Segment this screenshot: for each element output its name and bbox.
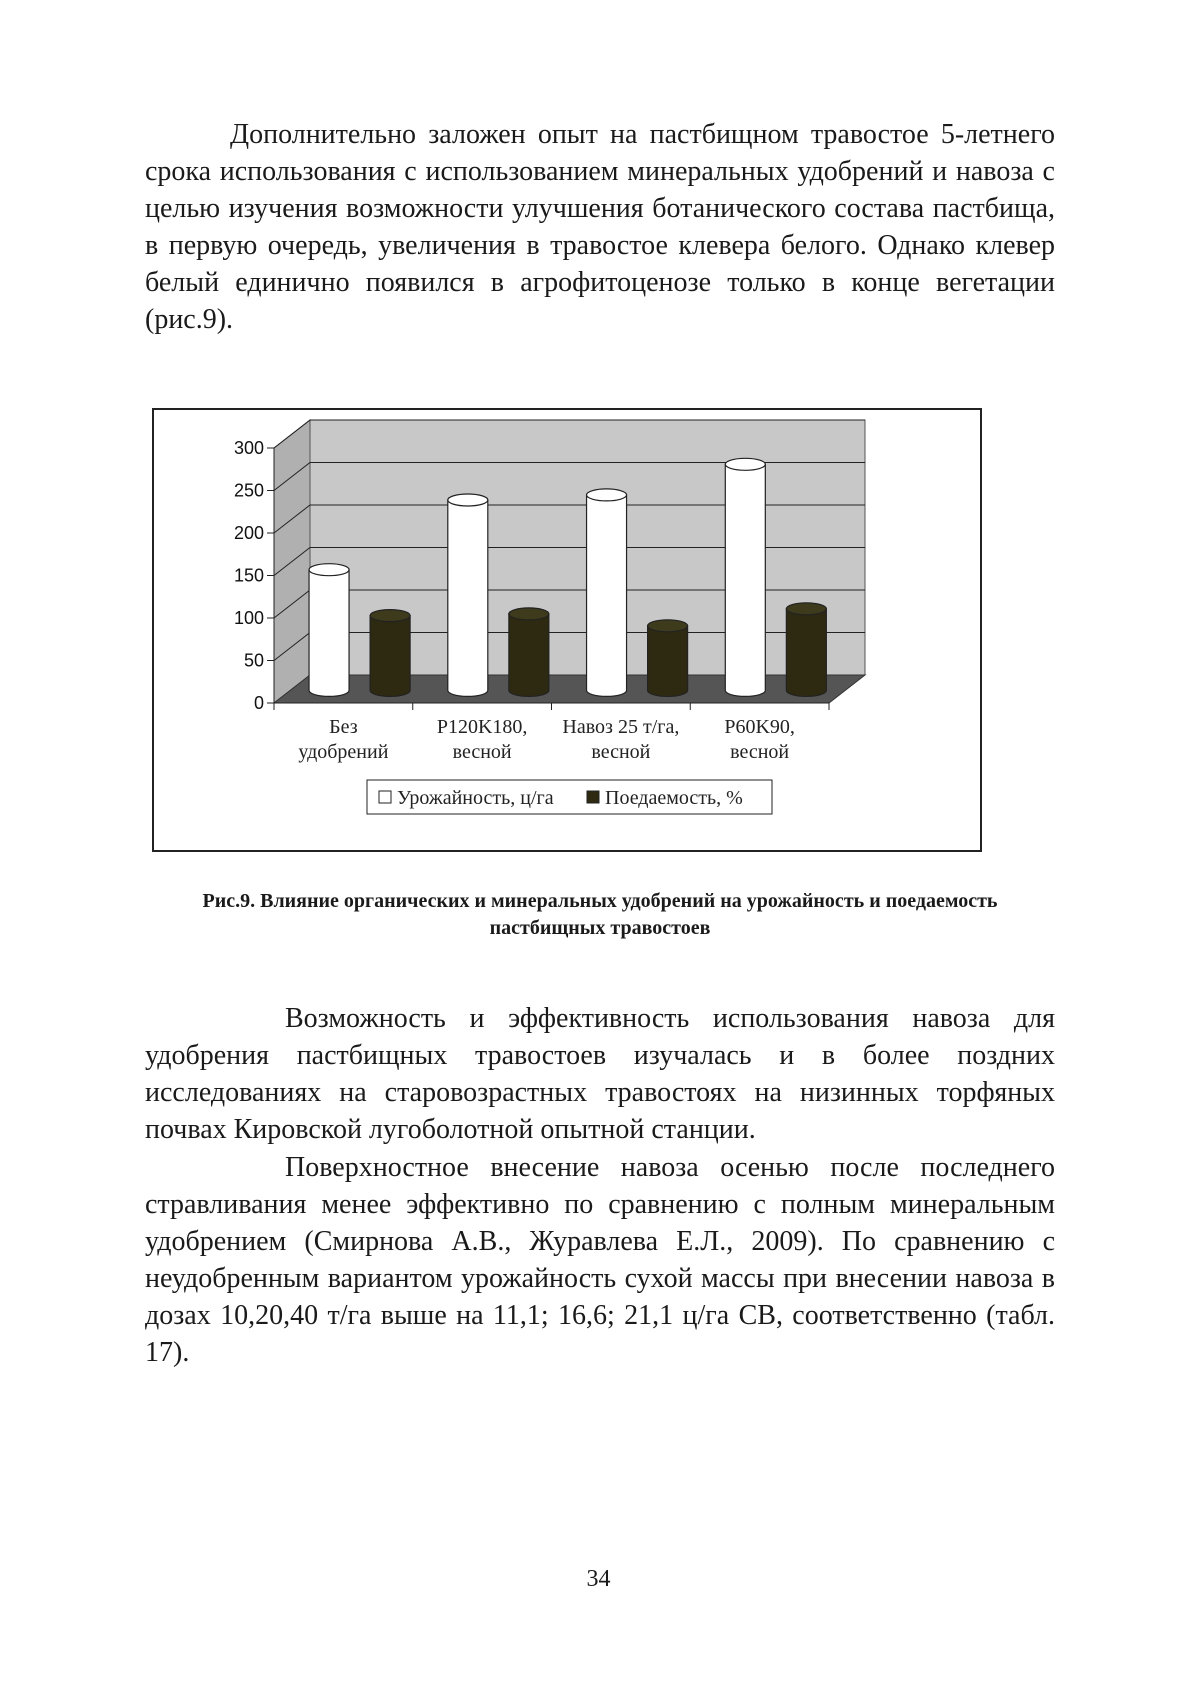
- page-number: 34: [586, 1566, 611, 1592]
- legend-label-yield: Урожайность, ц/га: [397, 787, 554, 809]
- bar-palatability: [786, 603, 826, 697]
- bar-palatability-body: [648, 626, 688, 697]
- y-tick-label: 0: [253, 693, 264, 713]
- chart-floor: [274, 675, 865, 703]
- x-category-line: весной: [452, 741, 512, 763]
- bar-yield-body: [448, 500, 488, 696]
- bar-palatability-top: [786, 603, 826, 615]
- legend-swatch-yield: [379, 791, 391, 803]
- x-category-line: весной: [730, 741, 790, 763]
- x-category-line: удобрений: [298, 741, 389, 763]
- x-category-label: [298, 716, 388, 763]
- bar-yield-body: [725, 464, 765, 696]
- bar-yield-top: [448, 494, 488, 506]
- bar-yield: [587, 489, 627, 697]
- figure-frame: [152, 408, 982, 852]
- bar-yield-body: [309, 570, 349, 697]
- y-tick-label: 100: [233, 608, 264, 628]
- legend-swatch-palatability: [587, 791, 599, 803]
- bar-palatability-body: [509, 614, 549, 697]
- x-category-line: P60K90,: [724, 716, 795, 738]
- bar-palatability: [370, 610, 410, 697]
- x-category-label: [562, 716, 679, 763]
- x-category-line: Без: [329, 716, 358, 738]
- bar-palatability: [509, 608, 549, 697]
- x-category-label: [724, 716, 795, 763]
- bar-palatability-body: [370, 616, 410, 697]
- bar-palatability: [648, 620, 688, 697]
- paragraph-intro: Дополнительно заложен опыт на пастбищном травостое 5-летнего срока использования с использованием минеральных удобрений и навоза с целью изучения возможности улучшения ботанического состава пастбища, в первую очередь, увеличения в травостое клевера белого. Однако клевер белый единично появился в агрофитоценозе только в конце вегетации (рис.9).: [145, 119, 1055, 335]
- bar-yield-top: [587, 489, 627, 501]
- y-tick-label: 200: [233, 523, 264, 543]
- legend-label-palatability: Поедаемость, %: [605, 787, 743, 809]
- bar-chart: [154, 410, 980, 850]
- bar-palatability-top: [648, 620, 688, 632]
- y-tick-label: 150: [233, 565, 264, 586]
- y-tick-label: 50: [243, 650, 264, 671]
- bar-palatability-top: [370, 610, 410, 622]
- bar-palatability-top: [509, 608, 549, 620]
- x-category-line: P120K180,: [436, 716, 528, 738]
- x-category-line: Навоз 25 т/га,: [562, 716, 680, 738]
- paragraph-surface-application: Поверхностное внесение навоза осенью после последнего стравливания менее эффективно по сравнению с полным минеральным удобрением (Смирнова А.В., Журавлева Е.Л., 2009). По сравнению с неудобренным вариантом урожайность сухой массы при внесении навоза в дозах 10,20,40 т/га выше на 11,1; 16,6; 21,1 ц/га СВ, соответственно (табл. 17).: [145, 1152, 1055, 1368]
- bar-yield: [309, 564, 349, 697]
- bar-yield: [448, 494, 488, 696]
- bar-yield: [725, 458, 765, 696]
- paragraph-manure-study: Возможность и эффективность использования навоза для удобрения пастбищных травостоев изучалась и в более поздних исследованиях на старовозрастных травостоях на низинных торфяных почвах Кировской лугоболотной опытной станции.: [145, 1003, 1055, 1145]
- bar-palatability-body: [786, 609, 826, 697]
- figure-caption: Рис.9. Влияние органических и минеральных удобрений на урожайность и поедаемость пастбищных травостоев: [202, 890, 998, 939]
- bar-yield-body: [587, 495, 627, 697]
- y-tick-label: 300: [233, 438, 264, 458]
- bar-yield-top: [725, 458, 765, 470]
- bar-yield-top: [309, 564, 349, 576]
- x-category-line: весной: [591, 741, 651, 763]
- x-category-label: [437, 716, 528, 763]
- y-tick-label: 250: [233, 480, 264, 501]
